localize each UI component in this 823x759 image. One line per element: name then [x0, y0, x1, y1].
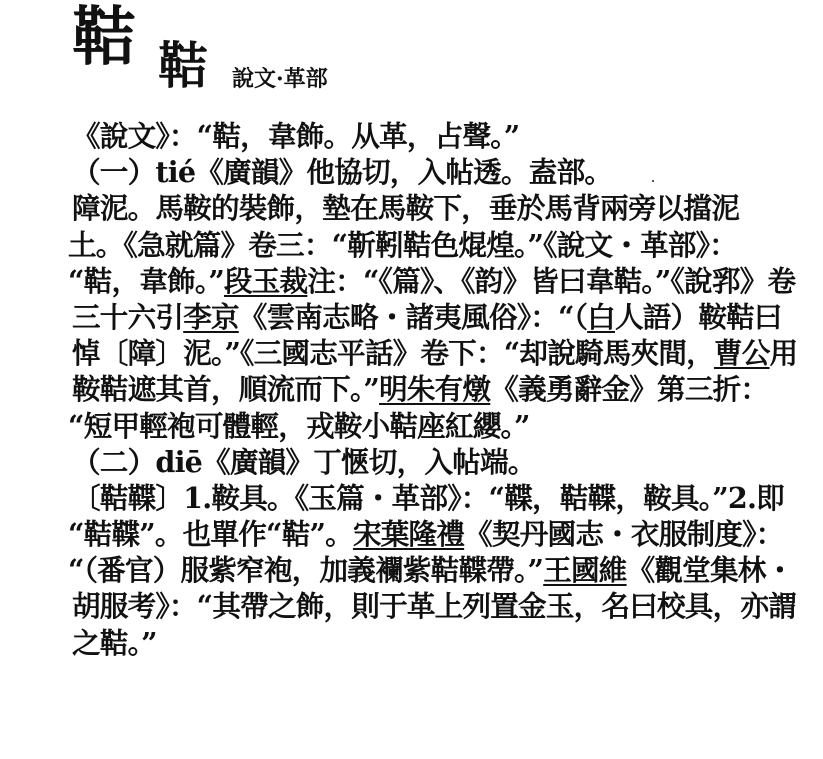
person-name: 王國維	[543, 553, 627, 588]
text-line	[72, 371, 812, 407]
text-line	[72, 299, 812, 335]
citation-text: 《義勇辭金》第三折：	[490, 372, 769, 407]
seal-script-glyph: 鞊	[158, 36, 208, 95]
text-line	[72, 190, 812, 226]
citation-text: “鞊鞢”。也單作“鞊”。	[68, 517, 353, 552]
text-line	[72, 118, 812, 154]
citation-text: 悼〔障〕泥。”《三國志平話》卷下：“却說騎馬夾間，	[72, 336, 714, 371]
citation-text: 用	[769, 336, 798, 371]
text-line	[68, 552, 812, 588]
citation-text: 三十六引	[72, 299, 184, 334]
text-line	[68, 516, 812, 552]
print-speck	[652, 180, 654, 182]
person-name: 曹公	[713, 336, 770, 371]
citation-text: 《觀堂集林・	[626, 553, 794, 588]
citation-text: 之鞊。”	[72, 625, 157, 660]
citation-text: 注：“《篇》、《韵》皆曰韋鞊。”《說郛》卷	[307, 263, 796, 298]
citation-text: “短甲輕袍可體輕，戎鞍小鞊座紅纓。”	[68, 408, 530, 443]
text-line	[72, 588, 812, 624]
person-name: 朱有燉	[406, 372, 491, 407]
text-line	[68, 408, 812, 444]
definition-text: 土。《急就篇》卷三：“靳靷鞊色焜煌。”《說文・革部》：	[68, 227, 737, 262]
reading-two-header: （二）diē《廣韻》丁愜切，入帖端。	[72, 444, 536, 479]
dynasty-name: 宋	[352, 517, 381, 552]
text-line	[68, 227, 812, 263]
reading-one-header: （一）tié《廣韻》他協切，入帖透。盍部。	[72, 155, 613, 190]
ethnic-name: 白	[587, 299, 615, 334]
entry-body	[68, 118, 812, 661]
citation-text: 《契丹國志・衣服制度》：	[464, 517, 784, 552]
definition-text: 障泥。馬鞍的裝飾，墊在馬鞍下，垂於馬背兩旁以擋泥	[72, 191, 740, 226]
text-line	[72, 480, 812, 516]
citation-text: “（番官）服紫窄袍，加義襴紫鞊鞢帶。”	[68, 553, 544, 588]
text-line	[72, 444, 812, 480]
person-name: 葉隆禮	[380, 517, 465, 552]
headword: 鞊	[72, 0, 136, 75]
dynasty-name: 明	[379, 372, 407, 407]
compound-definition: 〔鞊鞢〕1.鞍具。《玉篇・革部》：“鞢，鞊鞢，鞍具。”2.即	[72, 480, 784, 515]
source-reference: 說文·革部	[232, 66, 328, 92]
person-name: 李京	[183, 299, 239, 334]
citation-text: 胡服考》：“其帶之飾，則于革上列置金玉，名曰校具，亦謂	[72, 589, 796, 624]
citation-text: 鞍鞊遮其首，順流而下。”	[72, 372, 380, 407]
person-name: 段玉裁	[223, 263, 308, 298]
citation-text: “鞊，韋飾。”	[68, 263, 224, 298]
text-line	[72, 154, 812, 190]
citation-text: 《雲南志略・諸夷風俗》：“（	[238, 299, 588, 334]
shuowen-quote: 《說文》：“鞊，韋飾。从革，占聲。”	[72, 119, 520, 153]
text-line	[72, 335, 812, 371]
citation-text: 人語）鞍鞊曰	[614, 299, 782, 334]
text-line	[72, 625, 812, 661]
text-line	[68, 263, 812, 299]
